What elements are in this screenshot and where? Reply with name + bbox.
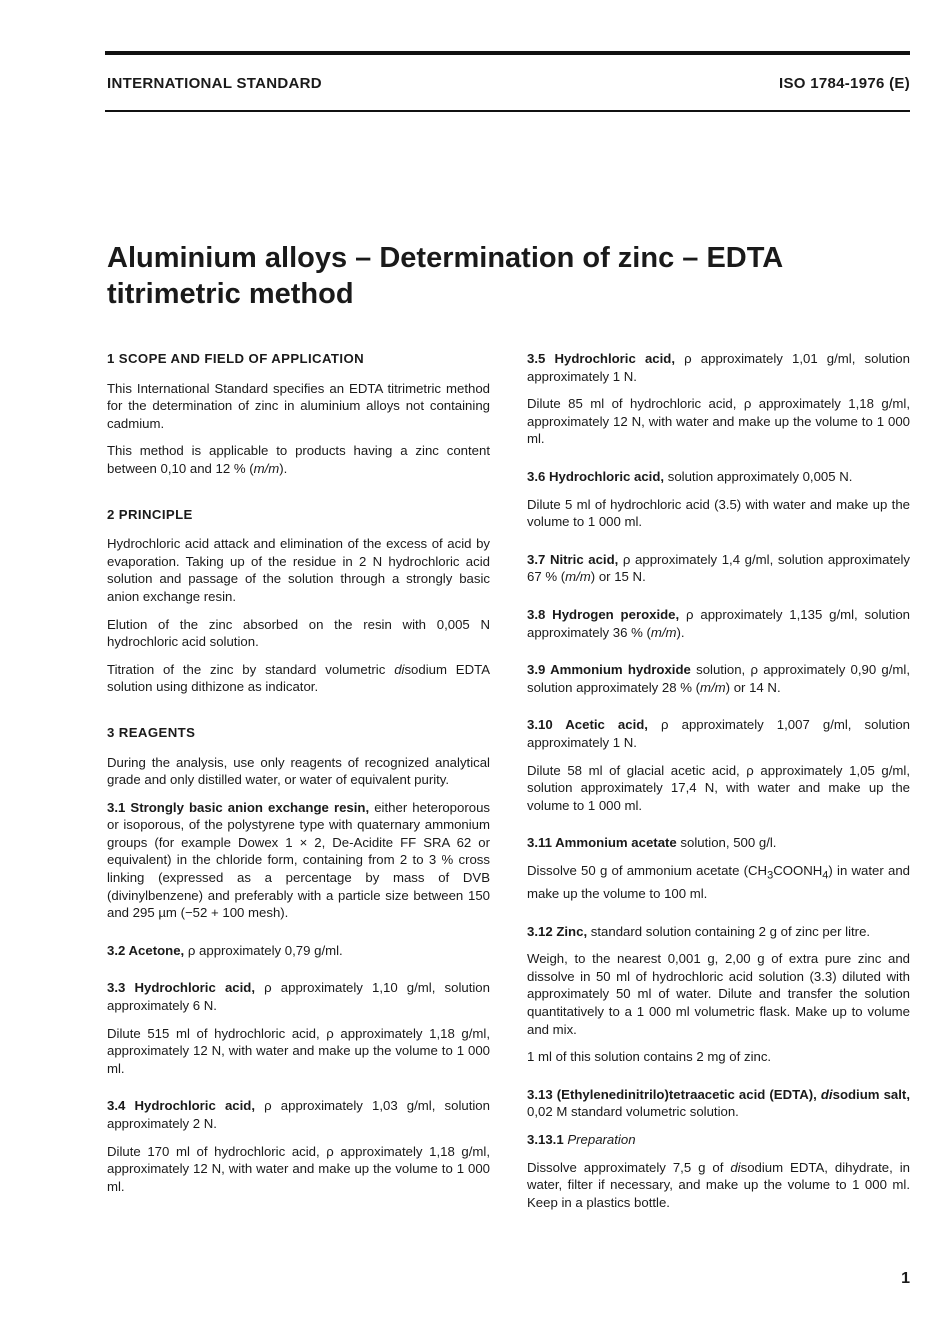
reagent-text: solution approximately 0,005 N. — [664, 468, 853, 484]
reagent-text: ρ approximately 1,007 g/ml, solution approximately 1 N. — [527, 717, 910, 750]
text-italic: m/m — [565, 569, 591, 585]
header-standard-number: ISO 1784-1976 (E) — [778, 75, 910, 92]
section-2-heading: 2 PRINCIPLE — [107, 506, 193, 522]
text-italic: m/m — [700, 679, 726, 695]
page-number: 1 — [901, 1270, 910, 1287]
reagent-3-11-preparation — [527, 862, 910, 903]
text-italic: m/m — [253, 460, 280, 476]
reagent-3-12 — [527, 923, 910, 941]
reagent-text: ρ approximately 1,01 g/ml, solution approximately 1 N. — [527, 351, 910, 384]
subsection-3-13-1 — [527, 1131, 910, 1149]
subsection-3-13-1-text — [527, 1159, 910, 1212]
text: ) in water and make up the volume to 100 ml. — [527, 862, 910, 902]
reagent-3-3 — [107, 979, 490, 1014]
reagent-text: standard solution containing 2 g of zinc per litre. — [587, 923, 871, 939]
reagent-heading: 3.9 Ammonium hydroxide — [527, 662, 691, 678]
reagent-text: ρ approximately 0,79 g/ml. — [184, 942, 343, 958]
reagent-3-5 — [527, 350, 910, 385]
text: This method is applicable to products having a zinc content between 0,10 and 12 % ( — [107, 443, 490, 476]
text-italic: m/m — [650, 624, 677, 640]
section-2-paragraph: Elution of the zinc absorbed on the resin with 0,005 N hydrochloric acid solution. — [107, 616, 490, 650]
reagent-3-3-preparation: Dilute 515 ml of hydrochloric acid, ρ approximately 1,18 g/ml, approximately 12 N, with water and make up the volume to 1 000 ml. — [107, 1025, 490, 1076]
reagent-heading: 3.7 Nitric acid, — [527, 551, 619, 567]
reagent-heading: 3.10 Acetic acid, — [527, 717, 648, 733]
section-3-paragraph: During the analysis, use only reagents of recognized analytical grade and only distilled water, or water of equivalent purity. — [107, 754, 490, 788]
text: Titration of the zinc by standard volumetric — [107, 661, 395, 677]
subscript: 4 — [822, 869, 829, 882]
reagent-text: ρ approximately 1,03 g/ml, solution approximately 2 N. — [107, 1098, 490, 1131]
reagent-3-13 — [527, 1086, 910, 1121]
subscript: 3 — [767, 869, 774, 882]
reagent-3-5-preparation: Dilute 85 ml of hydrochloric acid, ρ approximately 1,18 g/ml, approximately 12 N, with water and make up the volume to 1 000 ml. — [527, 396, 910, 447]
reagent-heading: 3.2 Acetone, — [107, 942, 185, 958]
text: COONH — [773, 862, 823, 878]
left-column — [107, 350, 490, 1205]
text: sodium EDTA solution using dithizone as indicator. — [107, 661, 490, 695]
section-1-paragraph: This International Standard specifies an EDTA titrimetric method for the determination of zinc in aluminium alloys not containing cadmium. — [107, 380, 490, 431]
reagent-heading: 3.4 Hydrochloric acid, — [107, 1098, 255, 1114]
reagent-3-10 — [527, 716, 910, 751]
reagent-text: ρ approximately 1,10 g/ml, solution approximately 6 N. — [107, 980, 490, 1014]
reagent-heading: 3.11 Ammonium acetate — [527, 835, 677, 851]
top-rule — [105, 51, 910, 55]
reagent-3-6 — [527, 468, 910, 486]
reagent-heading: 3.8 Hydrogen peroxide, — [527, 606, 680, 622]
reagent-heading: 3.12 Zinc, — [527, 923, 588, 939]
reagent-3-4 — [107, 1097, 490, 1132]
subsection-title: Preparation — [567, 1132, 636, 1148]
reagent-3-6-preparation: Dilute 5 ml of hydrochloric acid (3.5) with water and make up the volume to 1 000 ml. — [527, 496, 910, 530]
reagent-text: ρ approximately 1,4 g/ml, solution approximately 67 % ( — [527, 551, 910, 585]
reagent-text: ρ approximately 1,135 g/ml, solution approximately 36 % ( — [527, 606, 910, 640]
text: ). — [279, 460, 288, 476]
reagent-3-9 — [527, 661, 910, 696]
text-italic: di — [394, 661, 405, 677]
reagent-3-11 — [527, 834, 910, 852]
reagent-3-7 — [527, 551, 910, 586]
reagent-heading: 3.6 Hydrochloric acid, — [527, 468, 665, 484]
reagent-3-12-preparation: Weigh, to the nearest 0,001 g, 2,00 g of extra pure zinc and dissolve in 50 ml of hydrochloric acid solution (3.3) diluted with approximately 50 ml of water. Dilute and transfer the solution quantitatively to a 1 000 ml volumetric flask. Make up to volume and mix. — [527, 951, 910, 1037]
reagent-3-1 — [107, 799, 490, 922]
section-3-heading: 3 REAGENTS — [107, 724, 196, 740]
reagent-3-8 — [527, 606, 910, 641]
text: Dissolve approximately 7,5 g of — [527, 1159, 731, 1175]
text-italic: di — [730, 1159, 741, 1175]
text: sodium EDTA, dihydrate, in water, filter if necessary, and make up the volume to 1 000 ml. Keep in a plastics bottle. — [527, 1159, 910, 1210]
header-rule — [105, 110, 910, 112]
reagent-heading: 3.5 Hydrochloric acid, — [527, 351, 675, 366]
reagent-heading: sodium salt, — [832, 1086, 910, 1102]
reagent-3-12-note: 1 ml of this solution contains 2 mg of zinc. — [527, 1049, 772, 1065]
section-1-paragraph — [107, 442, 490, 477]
reagent-3-4-preparation: Dilute 170 ml of hydrochloric acid, ρ approximately 1,18 g/ml, approximately 12 N, with water and make up the volume to 1 000 ml. — [107, 1143, 490, 1194]
reagent-text: 0,02 M standard volumetric solution. — [527, 1104, 739, 1120]
reagent-heading: 3.1 Strongly basic anion exchange resin, — [107, 799, 370, 815]
reagent-text: solution, ρ approximately 0,90 g/ml, solution approximately 28 % ( — [527, 662, 910, 695]
header-standard-label: INTERNATIONAL STANDARD — [107, 75, 322, 92]
reagent-text: ) or 15 N. — [590, 569, 646, 585]
text: Dissolve 50 g of ammonium acetate (CH — [527, 862, 768, 878]
reagent-text: either heteroporous or isoporous, of the polystyrene type with quaternary ammonium groups (for example Dowex 1 × 2, De-Acidite FF SRA 62 or equivalent) in the chloride form, containing from 2 to 3 % cross linking (expressed as a percentage by mass of DVB (divinylbenzene) and preferably with a particle size between 150 and 295 µm (−52 + 100 mesh). — [107, 799, 491, 921]
section-1-heading: 1 SCOPE AND FIELD OF APPLICATION — [107, 351, 365, 366]
reagent-heading: 3.13 (Ethylenedinitrilo)tetraacetic acid (EDTA), — [527, 1086, 821, 1102]
section-2-paragraph: Hydrochloric acid attack and elimination of the excess of acid by evaporation. Taking up of the residue in 2 N hydrochloric acid solution and passage of the solution through a strongly basic anion exchange resin. — [107, 536, 490, 604]
reagent-heading-italic: di — [820, 1086, 833, 1102]
subsection-number: 3.13.1 — [527, 1132, 564, 1148]
document-title: Aluminium alloys – Determination of zinc – EDTA titrimetric method — [107, 242, 783, 310]
reagent-heading: 3.3 Hydrochloric acid, — [107, 980, 255, 996]
reagent-text: solution, 500 g/l. — [676, 835, 777, 851]
reagent-text: ). — [676, 624, 685, 640]
reagent-text: ) or 14 N. — [725, 679, 781, 695]
reagent-3-10-preparation: Dilute 58 ml of glacial acetic acid, ρ approximately 1,05 g/ml, solution approximately 17,4 N, with water and make up the volume to 1 000 ml. — [527, 762, 910, 813]
right-column — [527, 350, 910, 1221]
section-2-paragraph — [107, 661, 490, 696]
reagent-3-2 — [107, 942, 490, 960]
